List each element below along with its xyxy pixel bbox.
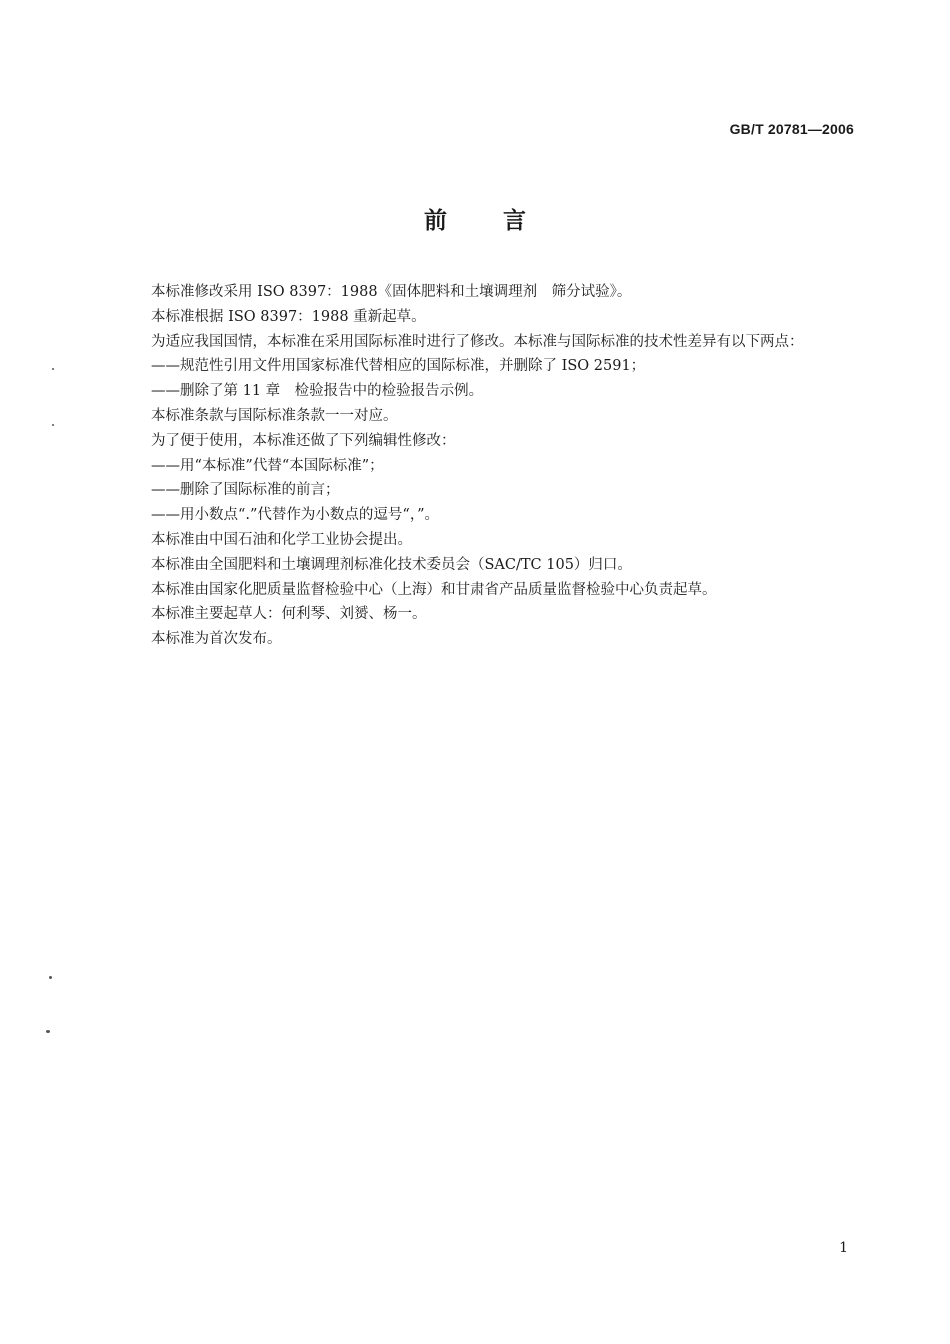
list-item: ——用“本标准”代替“本国际标准”； (151, 457, 384, 474)
scan-speck (46, 1030, 50, 1033)
paragraph: 本标准由全国肥料和土壤调理剂标准化技术委员会（SAC/TC 105）归口。 (151, 556, 632, 573)
scan-speck (49, 976, 52, 979)
paragraph: 本标准由国家化肥质量监督检验中心（上海）和甘肃省产品质量监督检验中心负责起草。 (151, 581, 717, 598)
paragraph: 本标准主要起草人：何利琴、刘赟、杨一。 (151, 606, 427, 623)
page-title: 前言 (424, 208, 582, 234)
page-number: 1 (839, 1240, 848, 1256)
scan-speck (52, 368, 54, 370)
paragraph: 为了便于使用，本标准还做了下列编辑性修改： (151, 432, 456, 449)
paragraph: 本标准修改采用 ISO 8397：1988《固体肥料和土壤调理剂 筛分试验》。 (151, 284, 632, 300)
standard-code: GB/T 20781—2006 (729, 121, 854, 137)
list-item: ——删除了国际标准的前言； (151, 482, 340, 499)
foreword-body (120, 280, 856, 652)
list-item: ——删除了第 11 章 检验报告中的检验报告示例。 (151, 383, 484, 400)
paragraph: 为适应我国国情，本标准在采用国际标准时进行了修改。本标准与国际标准的技术性差异有以下两点： (151, 333, 804, 350)
paragraph: 本标准条款与国际标准条款一一对应。 (151, 407, 398, 424)
paragraph: 本标准根据 ISO 8397：1988 重新起草。 (151, 308, 426, 325)
list-item: ——用小数点“.”代替作为小数点的逗号“，”。 (151, 507, 440, 524)
paragraph: 本标准由中国石油和化学工业协会提出。 (151, 531, 412, 548)
scan-speck (52, 424, 54, 426)
list-item: ——规范性引用文件用国家标准代替相应的国际标准，并删除了 ISO 2591； (151, 358, 646, 375)
paragraph: 本标准为首次发布。 (151, 631, 282, 648)
